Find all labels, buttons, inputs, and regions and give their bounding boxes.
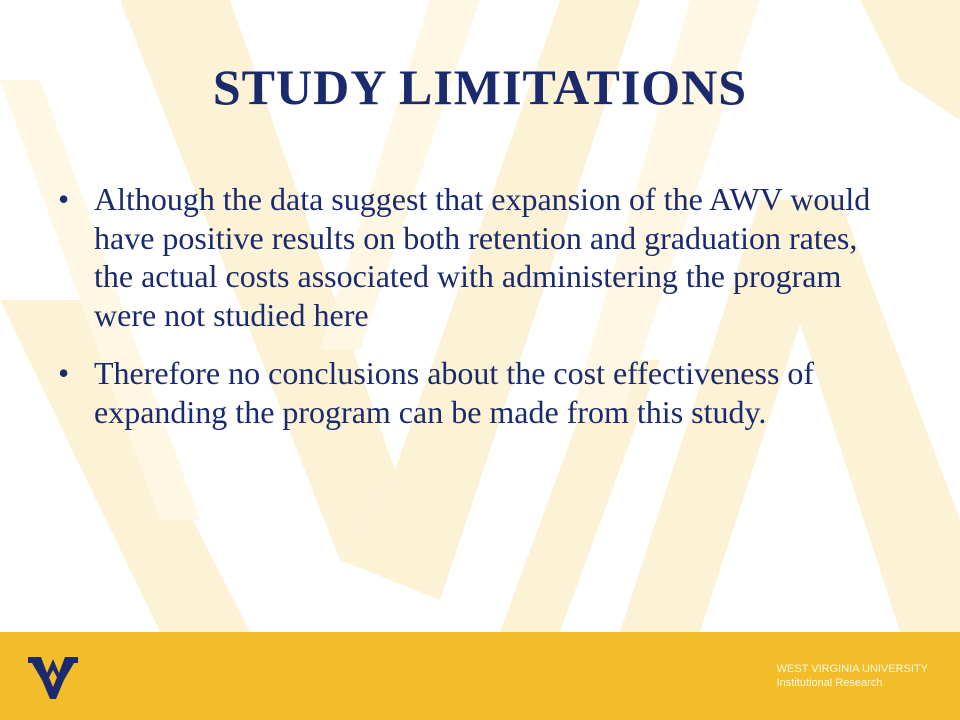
bullet-item — [58, 354, 878, 431]
bullet-list — [58, 180, 878, 451]
footer-university: WEST VIRGINIA UNIVERSITY — [776, 663, 928, 675]
footer-department: Institutional Research — [776, 677, 883, 689]
footer-text-block — [777, 662, 928, 690]
bullet-marker: • — [58, 355, 70, 391]
bullet-text: Although the data suggest that expansion of the AWV would have positive results on both retention and graduation rates, the actual costs associated with administering the program were not studied here — [94, 181, 871, 333]
slide-title: STUDY LIMITATIONS — [212, 59, 748, 115]
bullet-text: Therefore no conclusions about the cost effectiveness of expanding the program can be made from this study. — [94, 355, 815, 430]
flying-wv-logo-icon — [28, 655, 78, 699]
bullet-marker: • — [58, 181, 70, 217]
bullet-item — [58, 180, 878, 334]
